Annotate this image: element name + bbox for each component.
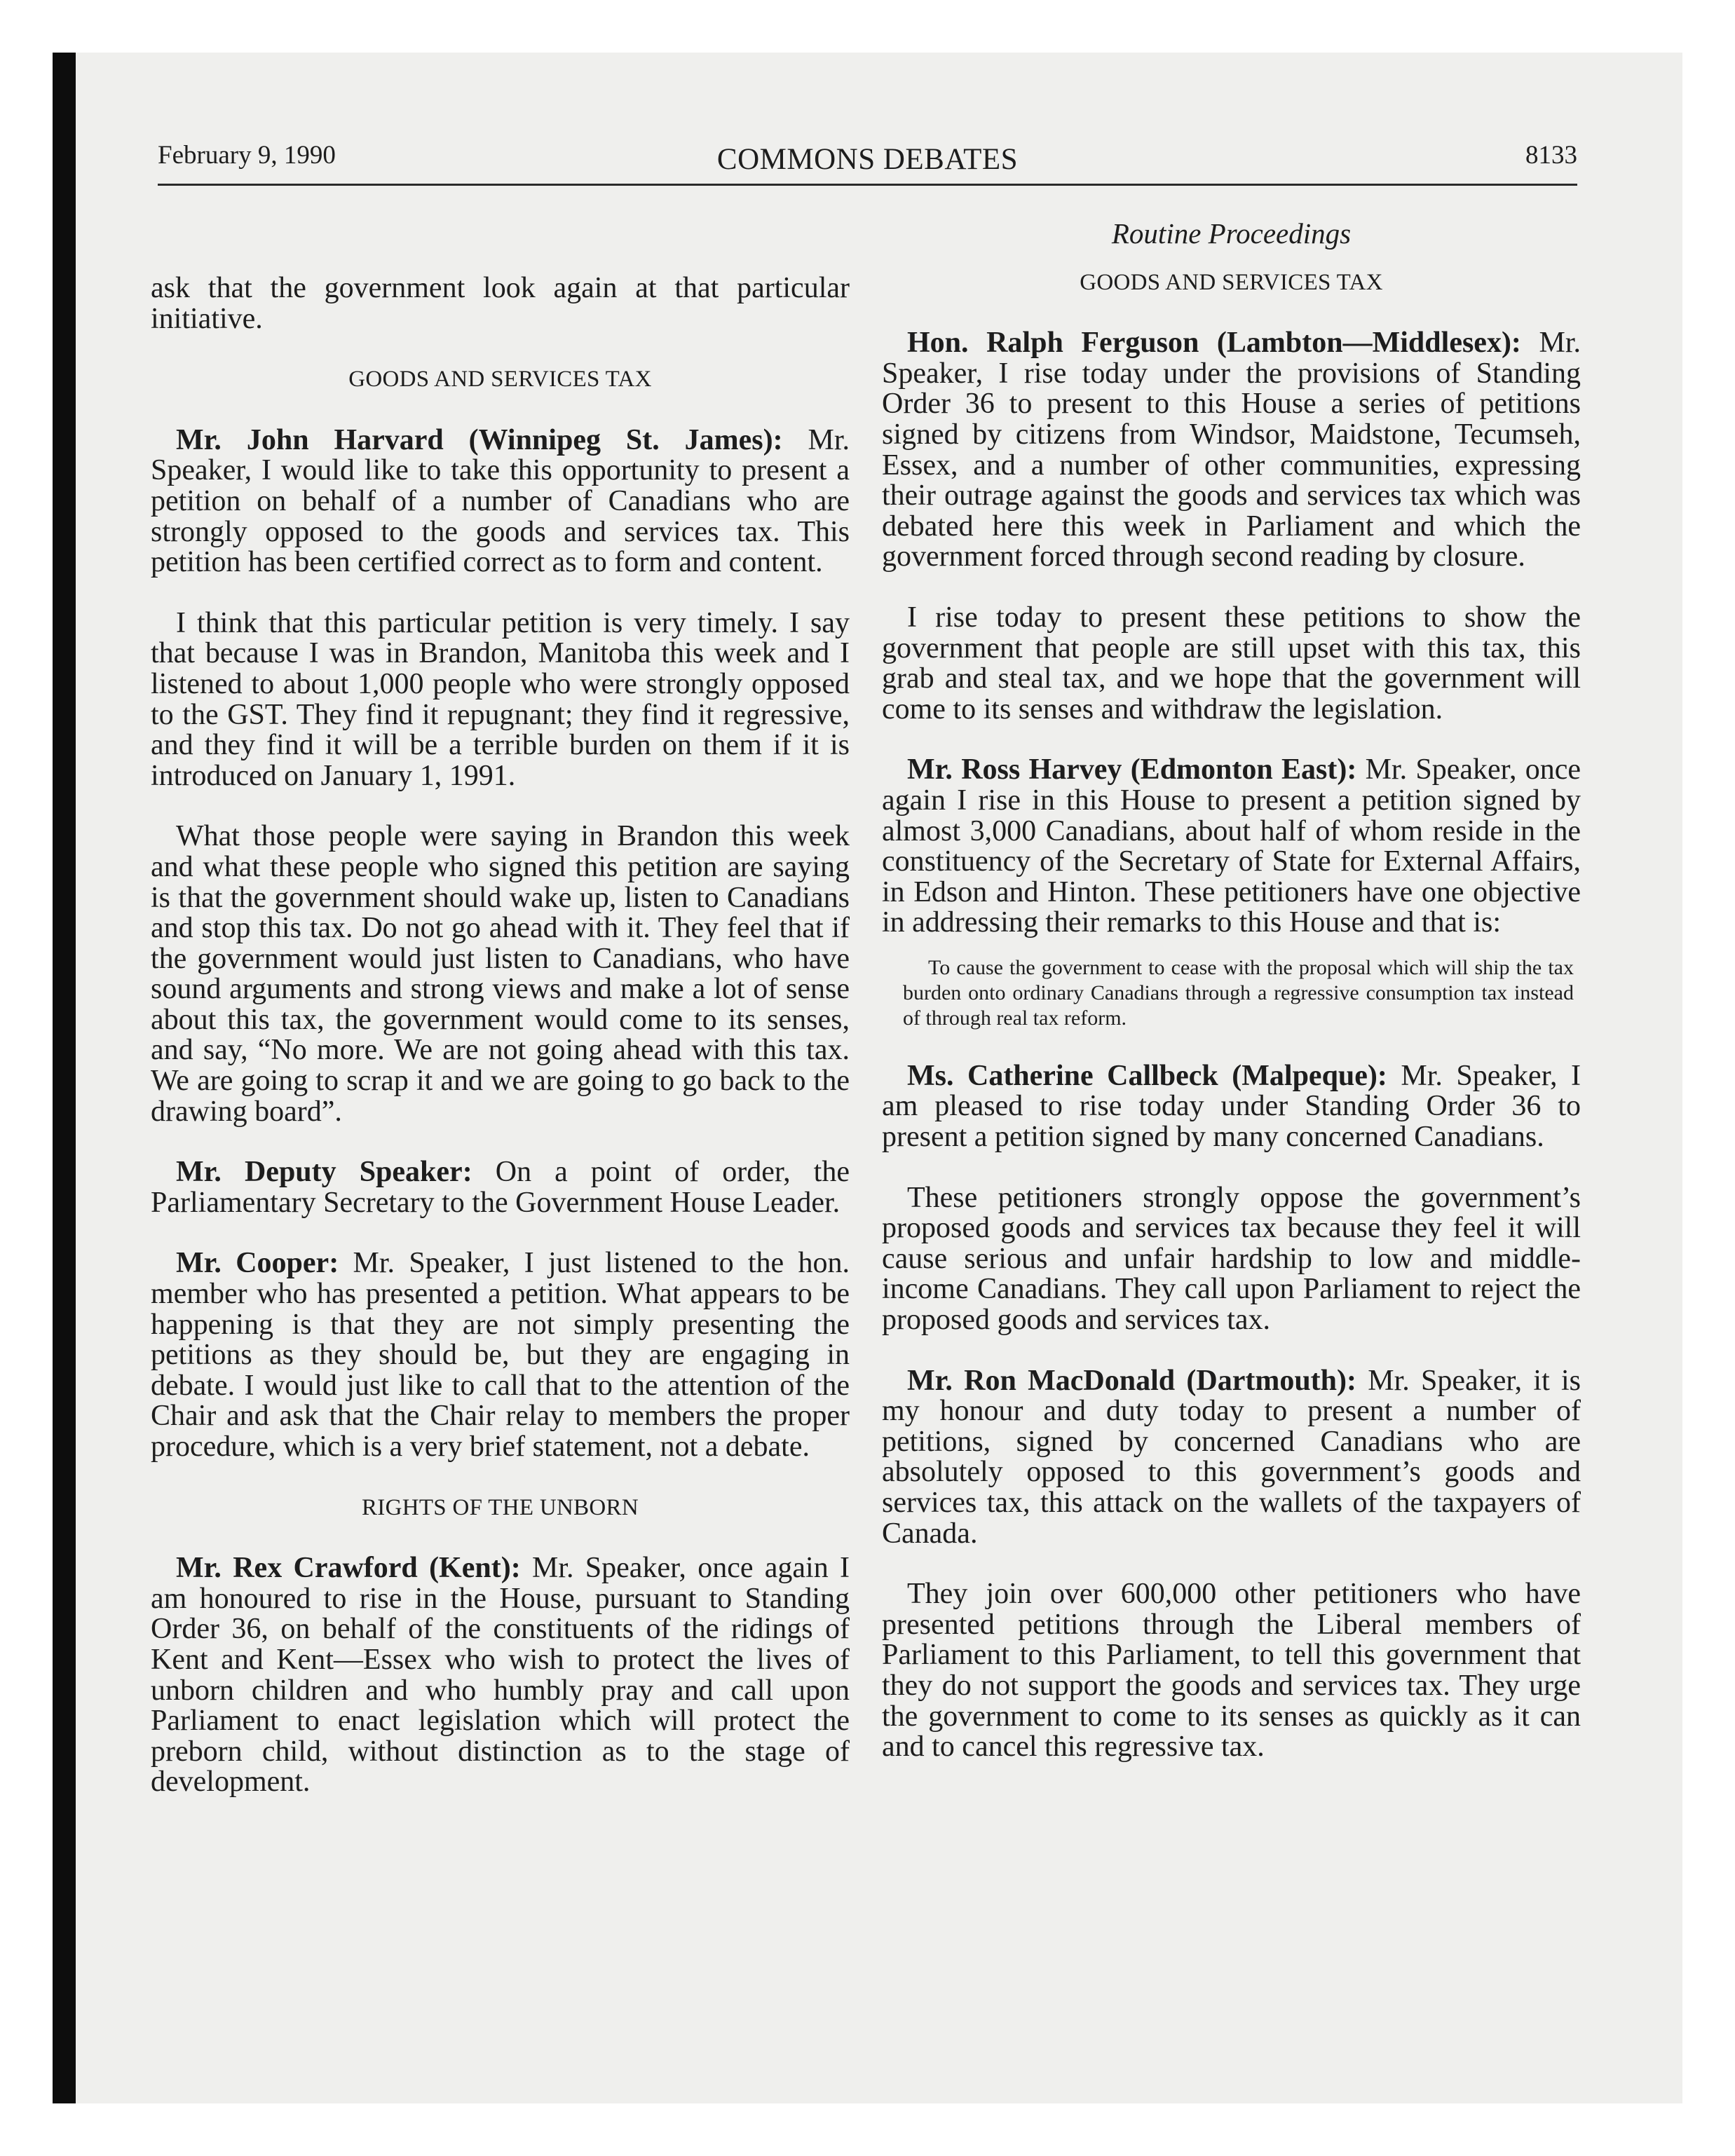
speaker-name: Mr. Ross Harvey (Edmonton East): xyxy=(907,753,1357,786)
header-title: COMMONS DEBATES xyxy=(716,143,1019,176)
speech-text: What those people were saying in Brandon this week and what these people who signed this petition are saying is that the government should wake up, listen to Canadians and stop this tax. Do not go ahead with it. They feel that if the government would just listen to Canadians, who have sound arguments and strong views and make a lot of sense about this tax, the government would come to its senses, and say, “No more. We are not going ahead with this tax. We are going to scrap it and we are going to go back to the drawing board”. xyxy=(151,820,850,1128)
header-date: February 9, 1990 xyxy=(158,141,336,170)
paragraph xyxy=(151,1553,850,1798)
paragraph xyxy=(882,603,1581,725)
paragraph xyxy=(151,1157,850,1218)
paragraph xyxy=(882,1366,1581,1550)
speaker-name: Mr. Rex Crawford (Kent): xyxy=(176,1552,521,1585)
section-heading: GOODS AND SERVICES TAX xyxy=(1080,269,1383,295)
speech-text: They join over 600,000 other petitioners who have presented petitions through the Liberal members of Parliament to this Parliament, to tell this government that they do not support the goods and services tax. They urge the government to come to its senses as quickly as it can and to cancel this regressive tax. xyxy=(882,1578,1581,1763)
speech-text: Mr. Speaker, I rise today under the provisions of Standing Order 36 to present to this House a series of petitions signed by citizens from Windsor, Maidstone, Tecumseh, Essex, and a number of other communities, expressing their outrage against the goods and services tax which was debated here this week in Parliament and which the government forced through second reading by closure. xyxy=(882,327,1581,573)
left-column xyxy=(151,273,850,1798)
speaker-name: Mr. John Harvard (Winnipeg St. James): xyxy=(176,423,783,456)
speech-text: These petitioners strongly oppose the government’s proposed goods and services tax because they feel it will cause serious and unfair hardship to low and middle-income Canadians. They call upon Parliament to reject the proposed goods and services tax. xyxy=(882,1181,1581,1337)
header-page-number: 8133 xyxy=(1525,141,1577,170)
speech-text: I think that this particular petition is very timely. I say that because I was in Brandon, Manitoba this week and I listened to about 1,000 people who were strongly opposed to the GST. They find it repugnant; they find it regressive, and they find it will be a terrible burden on them if it is introduced on January 1, 1991. xyxy=(151,606,850,792)
speech-text: Mr. Speaker, once again I rise in this House to present a petition signed by almost 3,000 Canadians, about half of whom reside in the constituency of the Secretary of State for External Affairs, in Edson and Hinton. These petitioners have one objective in addressing their remarks to this House and that is: xyxy=(882,753,1581,939)
page-header xyxy=(158,140,1577,182)
paragraph xyxy=(882,755,1581,939)
speech-text: Mr. Speaker, once again I am honoured to rise in the House, pursuant to Standing Order 36, on behalf of the constituents of the ridings of Kent and Kent—Essex who wish to protect the lives of unborn children and who humbly pray and call upon Parliament to enact legislation which will protect the preborn child, without distinction as to the stage of development. xyxy=(151,1552,850,1799)
petition-quote xyxy=(882,955,1581,1031)
speech-text: Mr. Speaker, it is my honour and duty today to present a number of petitions, signed by concerned Canadians who are absolutely opposed to this government’s goods and services tax, this attack on the wallets of the taxpayers of Canada. xyxy=(882,1364,1581,1550)
section-heading: RIGHTS OF THE UNBORN xyxy=(361,1494,639,1520)
paragraph xyxy=(151,425,850,578)
speaker-name: Mr. Ron MacDonald (Dartmouth): xyxy=(907,1364,1357,1397)
speaker-name: Mr. Cooper: xyxy=(176,1247,339,1280)
paragraph xyxy=(882,328,1581,573)
right-column xyxy=(882,219,1581,1763)
speech-text: Mr. Speaker, I would like to take this opportunity to present a petition on behalf of a number of Canadians who are strongly opposed to the goods and services tax. This petition has been certified correct as to form and content. xyxy=(151,423,850,579)
paragraph xyxy=(882,1183,1581,1336)
paragraph: ask that the government look again at that particular initiative. xyxy=(151,272,850,335)
section-title: Routine Proceedings xyxy=(1111,217,1352,250)
paragraph xyxy=(882,1061,1581,1153)
paragraph xyxy=(151,608,850,792)
binding-edge xyxy=(53,53,76,2103)
speech-text: I rise today to present these petitions to show the government that people are still upset with this tax, this grab and steal tax, and we hope that the government will come to its senses and withdraw the legislation. xyxy=(882,601,1581,725)
speaker-name: Mr. Deputy Speaker: xyxy=(176,1156,472,1189)
paragraph xyxy=(882,1579,1581,1763)
section-heading: GOODS AND SERVICES TAX xyxy=(348,367,652,393)
speech-text: Mr. Speaker, I am pleased to rise today under Standing Order 36 to present a petition signed by many concerned Canadians. xyxy=(882,1059,1581,1154)
header-rule xyxy=(158,184,1577,186)
speech-text: Mr. Speaker, I just listened to the hon. member who has presented a petition. What appears to be happening is that they are not simply presenting the petitions as they should be, but they are engaging in debate. I would just like to call that to the attention of the Chair and ask that the Chair relay to members the proper procedure, which is a very brief statement, not a debate. xyxy=(151,1247,850,1463)
paragraph xyxy=(151,821,850,1127)
paragraph xyxy=(151,1248,850,1462)
quote-text: To cause the government to cease with the proposal which will ship the tax burden onto ordinary Canadians through a regressive consumption tax instead of through real tax reform. xyxy=(903,955,1574,1030)
speaker-name: Hon. Ralph Ferguson (Lambton—Middlesex): xyxy=(907,327,1521,360)
speech-text: On a point of order, the Parliamentary Secretary to the Government House Leader. xyxy=(151,1156,850,1219)
speaker-name: Ms. Catherine Callbeck (Malpeque): xyxy=(907,1059,1387,1092)
